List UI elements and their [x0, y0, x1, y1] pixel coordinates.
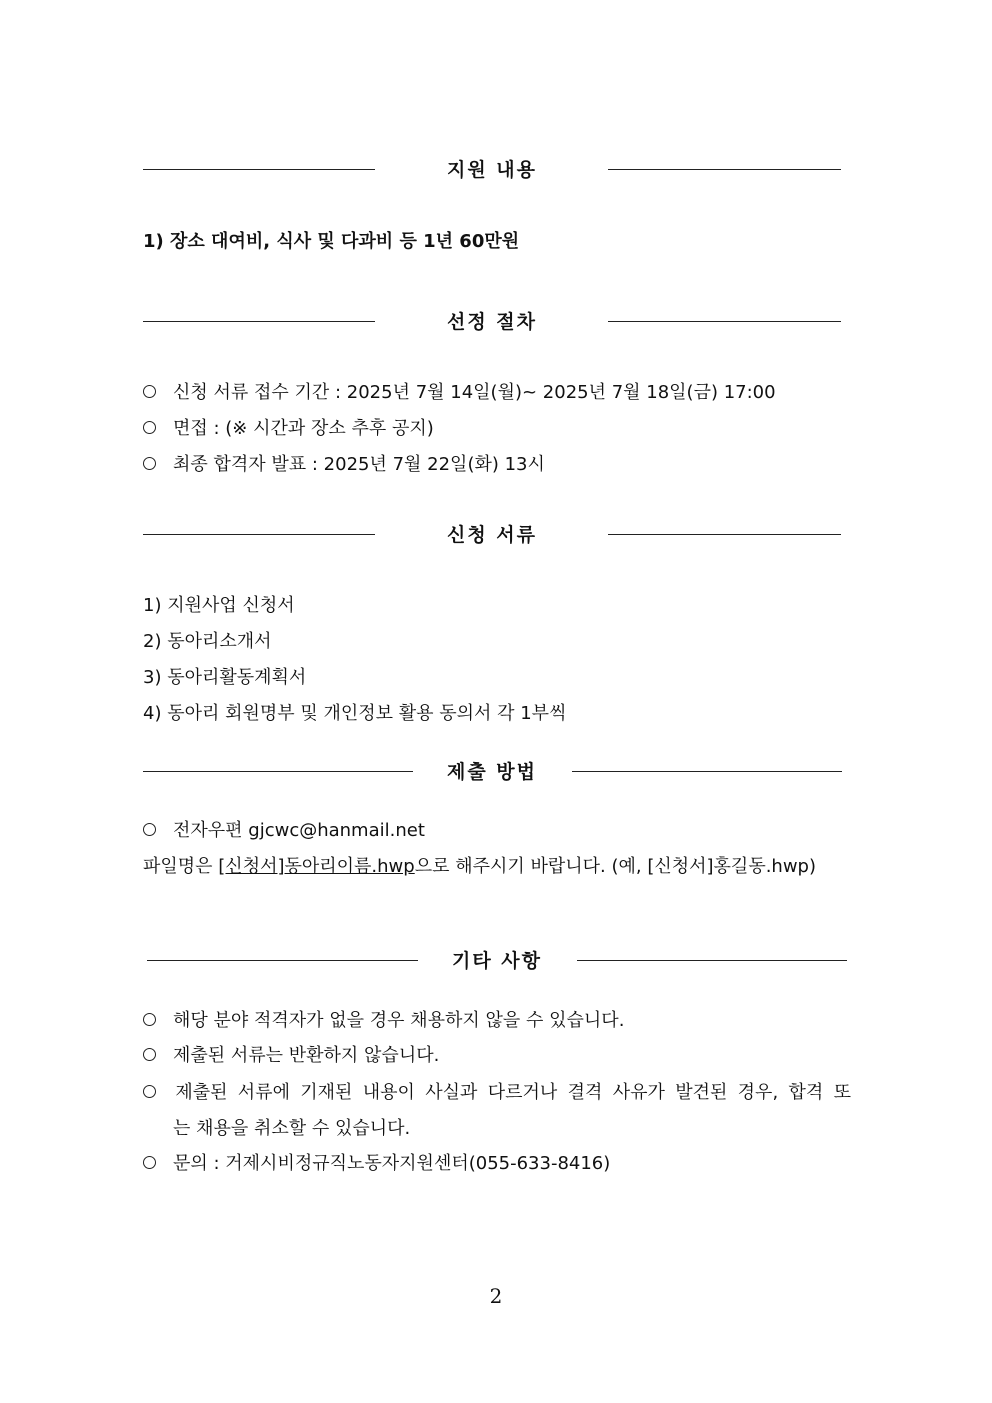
section-heading-submission — [0, 757, 992, 787]
circle-bullet-icon — [143, 1150, 173, 1178]
circle-bullet-icon — [143, 1075, 165, 1111]
heading-rule-right — [572, 771, 842, 772]
heading-rule-left — [147, 960, 418, 961]
heading-rule-right — [577, 960, 847, 961]
circle-bullet-icon — [143, 379, 173, 407]
filename-format: [신청서]동아리이름.hwp — [218, 856, 415, 877]
section-heading-support — [0, 155, 992, 185]
section-heading-other — [0, 946, 992, 976]
list-item: 신청 서류 접수 기간 : 2025년 7월 14일(월)~ 2025년 7월 18일(금) 17:00 — [143, 379, 776, 407]
list-item: 3) 동아리활동계획서 — [143, 667, 307, 688]
list-item: 4) 동아리 회원명부 및 개인정보 활용 동의서 각 1부씩 — [143, 703, 567, 724]
heading-rule-left — [143, 771, 413, 772]
circle-bullet-icon — [143, 415, 173, 443]
list-item: 최종 합격자 발표 : 2025년 7월 22일(화) 13시 — [143, 451, 545, 479]
circle-bullet-icon — [143, 451, 173, 479]
heading-rule-right — [608, 169, 841, 170]
section-heading-documents — [0, 520, 992, 550]
section-title: 신청 서류 — [446, 524, 538, 546]
continuation-line: 는 채용을 취소할 수 있습니다. — [173, 1118, 411, 1139]
list-item: 해당 분야 적격자가 없을 경우 채용하지 않을 수 있습니다. — [143, 1007, 624, 1035]
page-number: 2 — [489, 1284, 503, 1308]
justified-line: 제출된 서류에 기재된 내용이 사실과 다르거나 결격 사유가 발견된 경우, 합격 또 — [143, 1075, 851, 1111]
heading-rule-right — [608, 321, 841, 322]
circle-bullet-icon — [143, 1007, 173, 1035]
list-item: 제출된 서류는 반환하지 않습니다. — [143, 1042, 439, 1070]
list-item: 면접 : (※ 시간과 장소 추후 공지) — [143, 415, 434, 443]
section-title: 기타 사항 — [451, 950, 543, 972]
list-item: 2) 동아리소개서 — [143, 631, 272, 652]
section-title: 지원 내용 — [446, 159, 538, 181]
circle-bullet-icon — [143, 817, 173, 845]
section-title: 제출 방법 — [446, 761, 538, 783]
section-title: 선정 절차 — [446, 311, 538, 333]
circle-bullet-icon — [143, 1042, 173, 1070]
list-item-multiline — [143, 1075, 851, 1147]
heading-rule-left — [143, 534, 375, 535]
support-item: 1) 장소 대여비, 식사 및 다과비 등 1년 60만원 — [143, 231, 520, 252]
list-item: 문의 : 거제시비정규직노동자지원센터(055-633-8416) — [143, 1150, 610, 1178]
list-item: 1) 지원사업 신청서 — [143, 595, 295, 616]
heading-rule-left — [143, 321, 375, 322]
heading-rule-left — [143, 169, 375, 170]
heading-rule-right — [608, 534, 841, 535]
filename-instruction: 파일명은 [신청서]동아리이름.hwp으로 해주시기 바랍니다. (예, [신청서]홍길동.hwp) — [143, 856, 817, 877]
section-heading-selection — [0, 307, 992, 337]
email-line: 전자우편 gjcwc@hanmail.net — [143, 817, 425, 845]
